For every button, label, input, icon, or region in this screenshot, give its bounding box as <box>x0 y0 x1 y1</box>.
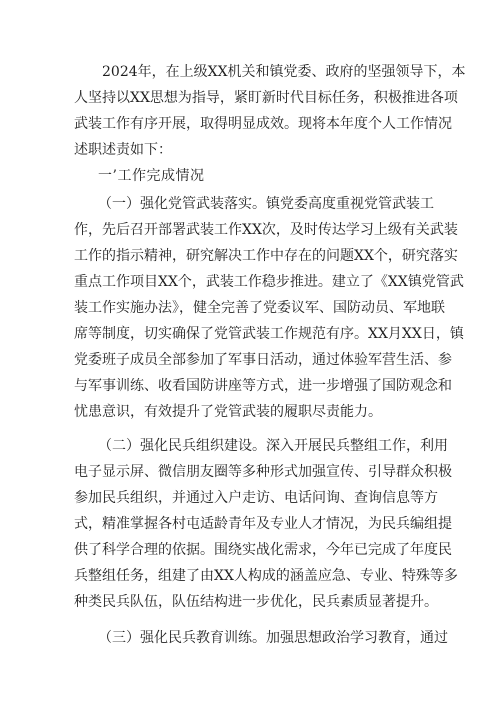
section-two-line: 电子显示屏、微信朋友圈等多种形式加强宣传、引导群众积极 <box>74 464 452 480</box>
section-three-line: （三）强化民兵教育训练。加强思想政治学习教育，通过 <box>98 630 448 646</box>
section-one-line: 重点工作项目XX个，武装工作稳步推进。建立了《XX镇党管武 <box>74 274 464 290</box>
section-two-line: 兵整组任务，组建了由XX人构成的涵盖应急、专业、特殊等多 <box>74 568 458 584</box>
section-heading: 一’工作完成情况 <box>98 168 205 184</box>
section-one-line: 席等制度，切实确保了党管武装工作规范有序。XX月XX日，镇 <box>74 326 464 342</box>
section-two-line: 供了科学合理的依据。围绕实战化需求，今年已完成了年度民 <box>74 542 452 558</box>
section-one-line: 装工作实施办法》，健全完善了党委议军、国防动员、军地联 <box>74 300 445 316</box>
section-one-line: 党委班子成员全部参加了军事日活动，通过体验军营生活、参 <box>74 352 452 368</box>
section-two-line: （二）强化民兵组织建设。深入开展民兵整组工作，利用 <box>98 438 448 454</box>
intro-paragraph-line: 2024年，在上级XX机关和镇党委、政府的坚强领导下，本 <box>102 64 466 80</box>
section-two-line: 式，精准掌握各村屯适龄青年及专业人才情况，为民兵编组提 <box>74 516 452 532</box>
section-one-line: 与军事训练、收看国防讲座等方式，进一步增强了国防观念和 <box>74 378 452 394</box>
intro-paragraph-line: 人坚持以XX思想为指导，紧盯新时代目标任务，积极推进各项 <box>74 90 458 106</box>
section-one-line: （一）强化党管武装落实。镇党委高度重视党管武装工 <box>98 196 434 212</box>
section-two-line: 种类民兵队伍，队伍结构进一步优化，民兵素质显著提升。 <box>74 594 438 610</box>
intro-paragraph-line: 武装工作有序开展，取得明显成效。现将本年度个人工作情况 <box>74 116 452 132</box>
section-one-line: 忧患意识，有效提升了党管武装的履职尽责能力。 <box>74 404 382 420</box>
section-two-line: 参加民兵组织，并通过入户走访、电话问询、查询信息等方 <box>74 490 438 506</box>
section-one-line: 工作的指示精神，研究解决工作中存在的问题XX个，研究落实 <box>74 248 458 264</box>
section-one-line: 作，先后召开部署武装工作XX次，及时传达学习上级有关武装 <box>74 222 458 238</box>
intro-paragraph-line: 述职述责如下： <box>74 142 172 158</box>
